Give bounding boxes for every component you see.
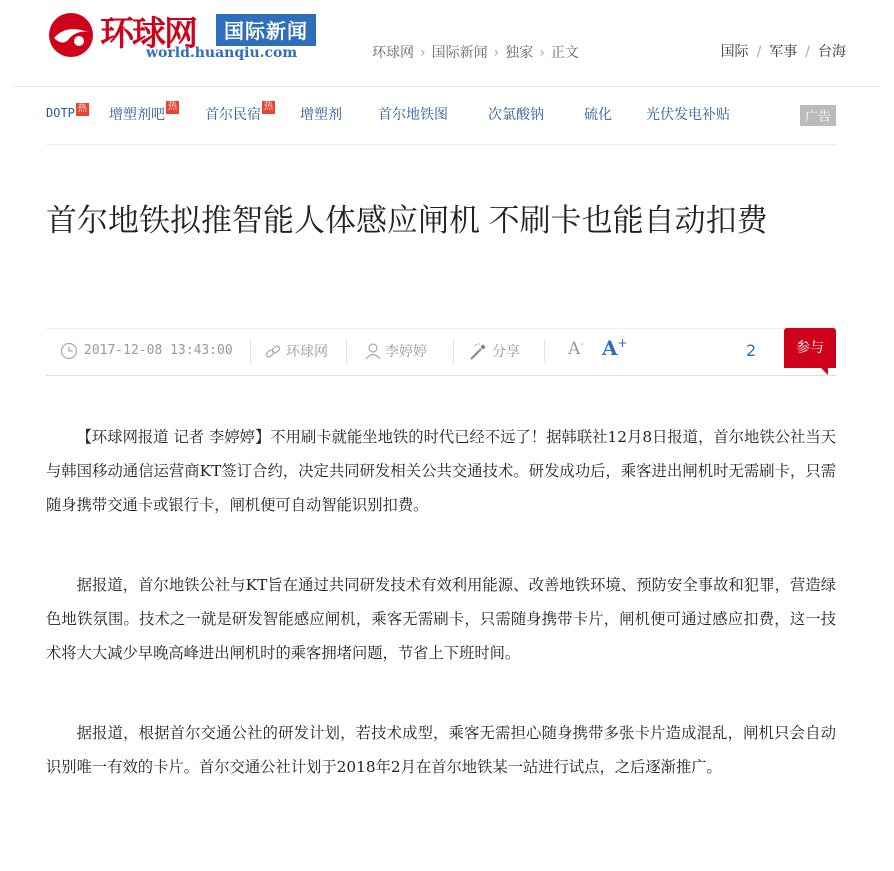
hot-flag-icon: 热 (167, 102, 177, 112)
logo-mark-icon (46, 10, 96, 60)
hot-flag-icon: 热 (263, 102, 273, 112)
breadcrumb-item-exclusive[interactable]: 独家 (505, 45, 534, 61)
hot-word-label: 首尔地铁图 (378, 107, 448, 123)
site-logo[interactable] (46, 8, 336, 68)
top-nav-separator: / (805, 44, 810, 60)
hot-word-label: 次氯酸钠 (488, 107, 544, 123)
meta-divider (453, 339, 454, 363)
hot-word-link[interactable] (46, 106, 89, 120)
hot-word-label: 增塑剂 (300, 107, 342, 123)
clock-icon (60, 342, 78, 360)
header-divider (14, 86, 880, 87)
breadcrumb-separator: › (539, 45, 545, 61)
hot-word-label: DOTP (46, 106, 75, 120)
hot-flag-icon: 热 (77, 104, 87, 114)
top-nav-separator: / (756, 44, 762, 60)
source-link[interactable]: 环球网 (286, 344, 328, 360)
ad-badge: 广告 (800, 105, 836, 126)
logo-text: 环球网 (100, 14, 196, 54)
join-button-tail (820, 367, 828, 375)
hot-words-bar (46, 104, 836, 128)
share-button[interactable]: 分享 (492, 344, 520, 360)
top-nav-item-taiwan[interactable]: 台海 (818, 44, 846, 60)
logo-domain: world.huanqiu.com (146, 45, 298, 61)
font-large-label: A (602, 336, 618, 360)
hot-words-divider (46, 144, 836, 145)
top-nav-item-world[interactable]: 国际 (720, 44, 749, 60)
font-small-label: A (568, 339, 581, 359)
article-paragraph: 据报道，根据首尔交通公社的研发计划，若技术成型，乘客无需担心随身携带多张卡片造成混乱，闸机只会自动识别唯一有效的卡片。首尔交通公社计划于2018年2月在首尔地铁某一站进行试点，之后逐渐推广。 (46, 724, 836, 776)
hot-word-link[interactable] (300, 104, 342, 124)
share-icon (468, 342, 488, 362)
hot-word-link[interactable] (378, 104, 448, 124)
publish-date: 2017-12-08 13:43:00 (84, 343, 233, 358)
hot-word-label: 增塑剂吧 (109, 107, 165, 123)
hot-word-label: 光伏发电补贴 (646, 107, 730, 123)
font-increase-button[interactable] (602, 336, 628, 360)
author-name: 李婷婷 (385, 344, 427, 360)
font-minus-glyph: - (580, 339, 584, 350)
breadcrumb-item-home[interactable]: 环球网 (372, 45, 414, 61)
hot-word-label: 首尔民宿 (205, 107, 261, 123)
font-plus-glyph: + (617, 336, 628, 350)
article-body (46, 420, 836, 830)
hot-word-link[interactable] (584, 104, 612, 124)
breadcrumb-item-current: 正文 (550, 45, 579, 61)
breadcrumb-separator: › (493, 45, 500, 61)
hot-word-link[interactable] (646, 104, 730, 124)
breadcrumb-separator: › (420, 45, 426, 61)
user-icon (364, 342, 382, 360)
hot-word-link[interactable] (205, 104, 275, 124)
article-meta-bar (46, 328, 836, 376)
top-nav-item-military[interactable]: 军事 (769, 44, 798, 60)
article-paragraph: 【环球网报道 记者 李婷婷】不用刷卡就能坐地铁的时代已经不远了！据韩联社12月8日报道，首尔地铁公社当天与韩国移动通信运营商KT签订合约，决定共同研发相关公共交通技术。研发成功后，乘客进出闸机时无需刷卡，只需随身携带交通卡或银行卡，闸机便可自动智能识别扣费。 (46, 428, 836, 514)
article-paragraph: 据报道，首尔地铁公社与KT旨在通过共同研发技术有效利用能源、改善地铁环境、预防安全事故和犯罪，营造绿色地铁氛围。技术之一就是研发智能感应闸机，乘客无需刷卡，只需随身携带卡片，闸机便可通过感应扣费，这一技术将大大减少早晚高峰进出闸机时的乘客拥堵问题，节省上下班时间。 (46, 576, 836, 662)
logo-section-badge: 国际新闻 (216, 14, 316, 46)
top-nav (721, 41, 846, 61)
breadcrumb (372, 42, 579, 62)
breadcrumb-item-world[interactable]: 国际新闻 (431, 45, 488, 61)
comment-count[interactable]: 2 (746, 341, 757, 360)
link-icon (264, 343, 282, 361)
article-title: 首尔地铁拟推智能人体感应闸机 不刷卡也能自动扣费 (46, 203, 768, 238)
meta-divider (544, 339, 545, 363)
hot-word-link[interactable] (488, 104, 544, 124)
meta-divider (250, 339, 251, 363)
join-discussion-button[interactable]: 参与 (784, 328, 836, 368)
hot-word-label: 硫化 (584, 107, 612, 123)
hot-word-link[interactable] (109, 104, 179, 124)
meta-divider (346, 339, 347, 363)
font-decrease-button[interactable] (568, 339, 584, 359)
